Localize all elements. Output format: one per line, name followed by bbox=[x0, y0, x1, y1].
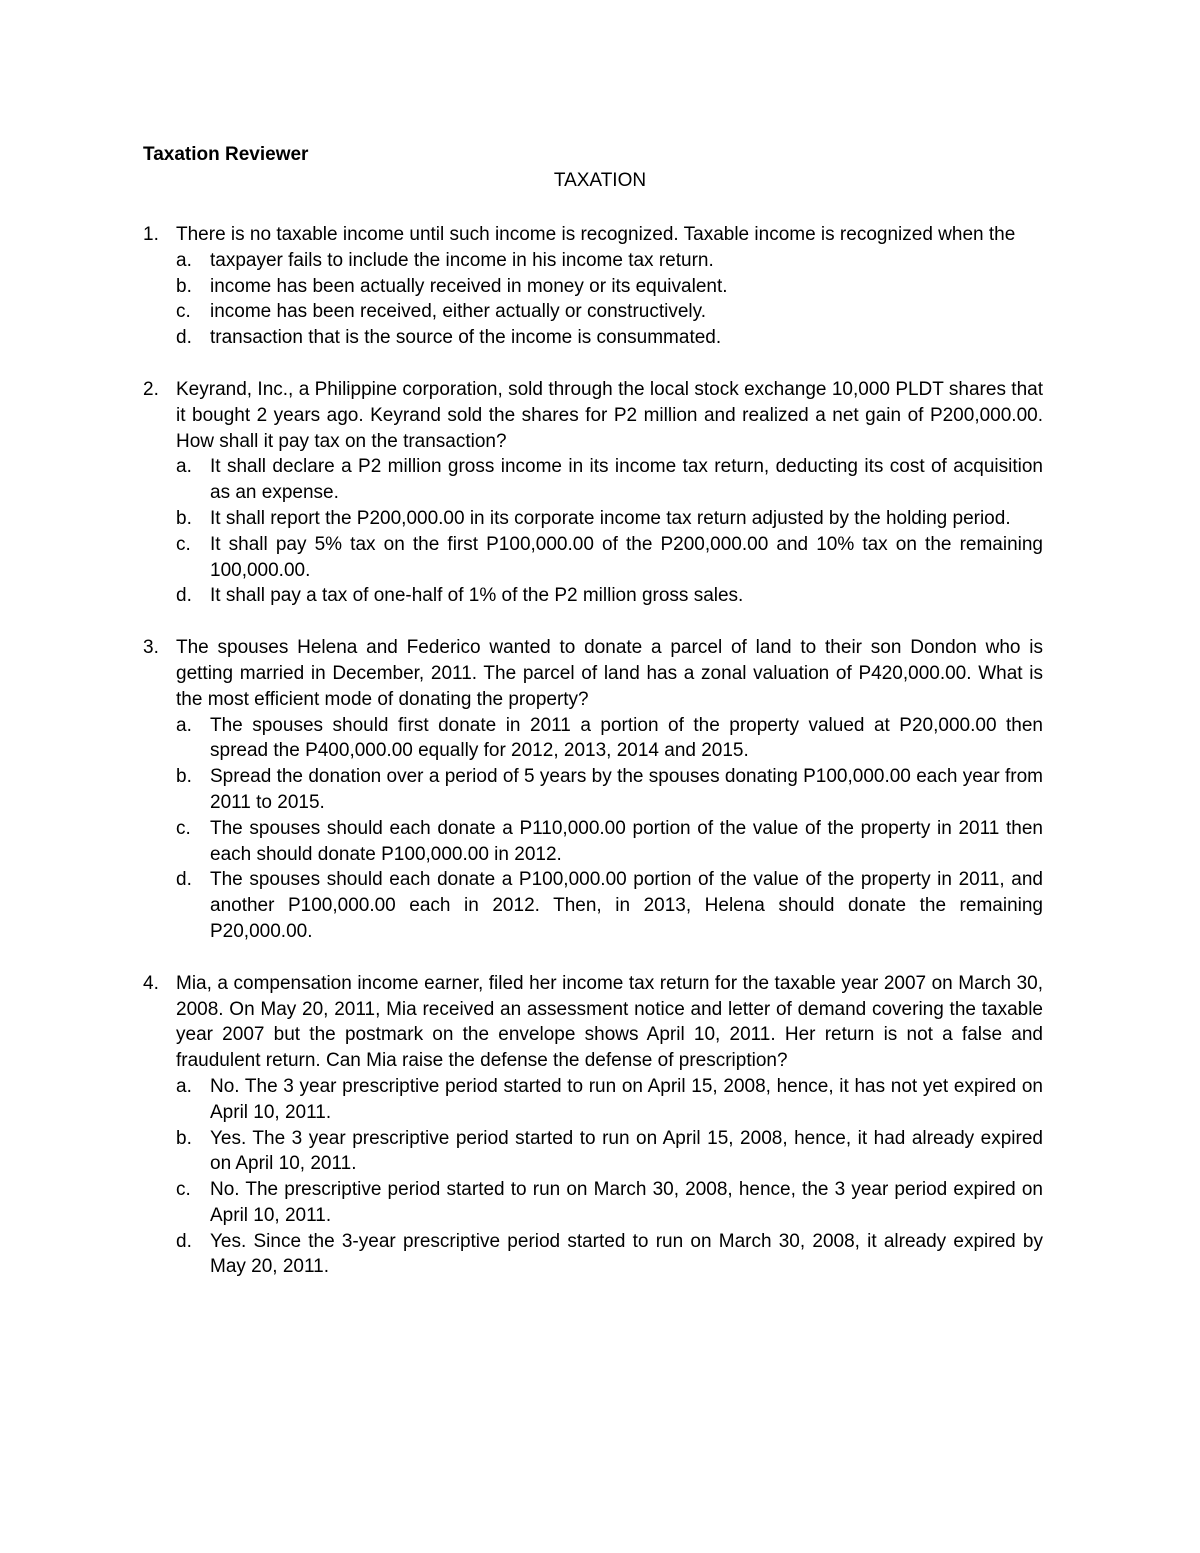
question-4 bbox=[143, 971, 1043, 1281]
question-3 bbox=[143, 635, 1043, 945]
choice-list bbox=[176, 1074, 1043, 1280]
choice-letter: a. bbox=[176, 714, 192, 736]
choice-text: No. The 3 year prescriptive period started to run on April 15, 2008, hence, it has not yet expired on April 10, 2011. bbox=[210, 1075, 1043, 1123]
choice-d bbox=[176, 583, 1043, 609]
choice-b bbox=[176, 506, 1043, 532]
choice-text: The spouses should each donate a P110,000.00 portion of the value of the property in 2011 then each should donate P100,000.00 in 2012. bbox=[210, 817, 1043, 865]
choice-text: The spouses should first donate in 2011 a portion of the property valued at P20,000.00 then spread the P400,000.00 equally for 2012, 2013, 2014 and 2015. bbox=[210, 714, 1043, 762]
choice-letter: b. bbox=[176, 507, 192, 529]
choice-letter: a. bbox=[176, 249, 192, 271]
question-number: 4. bbox=[143, 972, 159, 994]
choice-text: Spread the donation over a period of 5 years by the spouses donating P100,000.00 each year from 2011 to 2015. bbox=[210, 766, 1043, 813]
question-list bbox=[143, 222, 1043, 1306]
choice-text: income has been received, either actually or constructively. bbox=[210, 301, 707, 323]
choice-b bbox=[176, 274, 1043, 300]
choice-letter: a. bbox=[176, 1075, 192, 1097]
question-2 bbox=[143, 377, 1043, 609]
choice-text: income has been actually received in money or its equivalent. bbox=[210, 275, 728, 297]
choice-letter: d. bbox=[176, 869, 192, 891]
choice-text: Yes. Since the 3-year prescriptive period started to run on March 30, 2008, it already expired by May 20, 2011. bbox=[210, 1230, 1043, 1278]
document-title: Taxation Reviewer bbox=[143, 144, 309, 165]
choice-text: It shall pay a tax of one-half of 1% of the P2 million gross sales. bbox=[210, 585, 744, 607]
choice-letter: c. bbox=[176, 1179, 191, 1201]
choice-text: transaction that is the source of the income is consummated. bbox=[210, 327, 722, 349]
choice-list bbox=[176, 713, 1043, 945]
choice-text: It shall declare a P2 million gross income in its income tax return, deducting its cost of acquisition as an expense. bbox=[210, 456, 1043, 504]
question-stem: Keyrand, Inc., a Philippine corporation, sold through the local stock exchange 10,000 PLDT shares that it bought 2 years ago. Keyrand sold the shares for P2 million and realized a net gain of P200,000.00. How shall it pay tax on the transaction? bbox=[176, 378, 1043, 452]
choice-letter: b. bbox=[176, 766, 192, 788]
choice-c bbox=[176, 299, 1043, 325]
choice-list bbox=[176, 454, 1043, 609]
choice-letter: b. bbox=[176, 1127, 192, 1149]
choice-a bbox=[176, 713, 1043, 765]
choice-letter: b. bbox=[176, 275, 192, 297]
question-number: 1. bbox=[143, 224, 159, 245]
choice-letter: c. bbox=[176, 817, 191, 839]
choice-d bbox=[176, 325, 1043, 351]
section-heading: TAXATION bbox=[553, 170, 647, 191]
choice-letter: d. bbox=[176, 585, 192, 607]
choice-letter: d. bbox=[176, 1230, 192, 1252]
choice-letter: a. bbox=[176, 456, 192, 478]
question-stem: The spouses Helena and Federico wanted to donate a parcel of land to their son Dondon who is getting married in December, 2011. The parcel of land has a zonal valuation of P420,000.00. What is the most efficient mode of donating the property? bbox=[176, 637, 1043, 710]
choice-text: It shall pay 5% tax on the first P100,000.00 of the P200,000.00 and 10% tax on the remaining 100,000.00. bbox=[210, 533, 1043, 581]
choice-c bbox=[176, 1177, 1043, 1229]
choice-d bbox=[176, 867, 1043, 944]
question-stem: Mia, a compensation income earner, filed her income tax return for the taxable year 2007 on March 30, 2008. On May 20, 2011, Mia received an assessment notice and letter of demand covering the taxable year 2007 but the postmark on the envelope shows April 10, 2011. Her return is not a false and fraudulent return. Can Mia raise the defense the defense of prescription? bbox=[176, 972, 1043, 1072]
choice-b bbox=[176, 764, 1043, 816]
choice-text: The spouses should each donate a P100,000.00 portion of the value of the property in 2011, and another P100,000.00 each in 2012. Then, in 2013, Helena should donate the remaining P20,000.00. bbox=[210, 869, 1043, 942]
question-number: 3. bbox=[143, 637, 159, 659]
choice-c bbox=[176, 816, 1043, 868]
question-1 bbox=[143, 222, 1043, 351]
choice-a bbox=[176, 454, 1043, 506]
choice-c bbox=[176, 532, 1043, 584]
choice-text: Yes. The 3 year prescriptive period started to run on April 15, 2008, hence, it had already expired on April 10, 2011. bbox=[210, 1127, 1043, 1175]
choice-a bbox=[176, 1074, 1043, 1126]
choice-d bbox=[176, 1229, 1043, 1281]
choice-text: It shall report the P200,000.00 in its corporate income tax return adjusted by the holding period. bbox=[210, 507, 1011, 529]
choice-text: taxpayer fails to include the income in his income tax return. bbox=[210, 249, 714, 271]
choice-list bbox=[176, 248, 1043, 351]
question-number: 2. bbox=[143, 378, 159, 400]
question-stem: There is no taxable income until such income is recognized. Taxable income is recognized when the bbox=[176, 224, 1016, 245]
choice-a bbox=[176, 248, 1043, 274]
choice-letter: c. bbox=[176, 301, 191, 323]
choice-letter: d. bbox=[176, 327, 192, 349]
choice-text: No. The prescriptive period started to run on March 30, 2008, hence, the 3 year period expired on April 10, 2011. bbox=[210, 1179, 1043, 1226]
choice-b bbox=[176, 1126, 1043, 1178]
choice-letter: c. bbox=[176, 533, 191, 555]
